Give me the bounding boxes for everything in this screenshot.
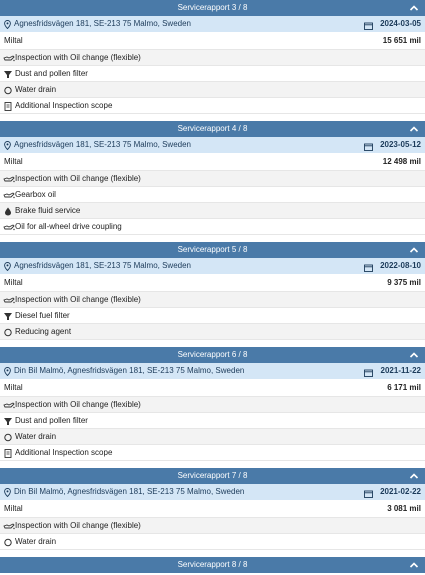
service-item-label: Inspection with Oil change (flexible) [15, 174, 141, 183]
service-item-label: Water drain [15, 537, 57, 546]
service-item-list [0, 397, 425, 461]
mileage-row [0, 274, 425, 292]
service-item-label: Brake fluid service [15, 206, 81, 215]
oil-can-icon [3, 295, 13, 304]
mileage-label: Miltal [4, 383, 23, 392]
location-bar [0, 484, 425, 500]
service-item [0, 397, 425, 413]
mileage-row [0, 153, 425, 171]
filter-icon [3, 416, 13, 425]
mileage-label: Miltal [4, 157, 23, 166]
mileage-label: Miltal [4, 36, 23, 45]
workshop-address: Agnesfridsvägen 181, SE-213 75 Malmo, Sweden [14, 261, 191, 270]
service-item [0, 429, 425, 445]
mileage-label: Miltal [4, 278, 23, 287]
mileage-value: 3 081 mil [387, 504, 421, 513]
service-item [0, 292, 425, 308]
service-item [0, 324, 425, 340]
chevron-up-icon[interactable] [409, 242, 421, 258]
service-item [0, 518, 425, 534]
mileage-value: 6 171 mil [387, 383, 421, 392]
service-report [0, 347, 425, 468]
service-date: 2021-11-22 [380, 366, 421, 375]
oil-can-icon [3, 190, 13, 199]
chevron-up-icon[interactable] [409, 0, 421, 16]
service-item-label: Inspection with Oil change (flexible) [15, 53, 141, 62]
document-icon [3, 101, 13, 110]
service-item-label: Inspection with Oil change (flexible) [15, 295, 141, 304]
service-item [0, 50, 425, 66]
filter-icon [3, 311, 13, 320]
service-item [0, 66, 425, 82]
mileage-label: Miltal [4, 504, 23, 513]
service-item-list [0, 171, 425, 235]
oil-can-icon [3, 521, 13, 530]
filter-icon [3, 69, 13, 78]
service-item-label: Gearbox oil [15, 190, 56, 199]
chevron-up-icon[interactable] [409, 347, 421, 363]
brake-fluid-icon [3, 206, 13, 215]
report-header[interactable] [0, 0, 425, 16]
workshop-address: Agnesfridsvägen 181, SE-213 75 Malmo, Sweden [14, 19, 191, 28]
mileage-row [0, 379, 425, 397]
oil-can-icon [3, 174, 13, 183]
service-item-label: Inspection with Oil change (flexible) [15, 400, 141, 409]
drop-icon [3, 85, 13, 94]
service-item-label: Inspection with Oil change (flexible) [15, 521, 141, 530]
mileage-row [0, 32, 425, 50]
service-item-label: Dust and pollen filter [15, 416, 88, 425]
drop-icon [3, 327, 13, 336]
mileage-row [0, 500, 425, 518]
spacer [0, 114, 425, 121]
service-item [0, 219, 425, 235]
service-item-label: Oil for all-wheel drive coupling [15, 222, 122, 231]
service-item [0, 413, 425, 429]
report-header[interactable] [0, 468, 425, 484]
service-report [0, 0, 425, 121]
service-date: 2023-05-12 [380, 140, 421, 149]
service-item [0, 203, 425, 219]
service-item-list [0, 292, 425, 340]
spacer [0, 340, 425, 347]
location-bar [0, 137, 425, 153]
service-date: 2022-08-10 [380, 261, 421, 270]
service-item-label: Water drain [15, 432, 57, 441]
service-item [0, 308, 425, 324]
chevron-up-icon[interactable] [409, 121, 421, 137]
drop-icon [3, 537, 13, 546]
service-item-list [0, 518, 425, 550]
report-title: Servicerapport 5 / 8 [177, 245, 248, 254]
report-header[interactable] [0, 121, 425, 137]
report-title: Servicerapport 8 / 8 [177, 560, 248, 569]
location-bar [0, 258, 425, 274]
report-header[interactable] [0, 347, 425, 363]
oil-can-icon [3, 222, 13, 231]
report-title: Servicerapport 7 / 8 [177, 471, 248, 480]
oil-can-icon [3, 53, 13, 62]
service-item [0, 171, 425, 187]
service-item [0, 445, 425, 461]
service-item-label: Water drain [15, 85, 57, 94]
service-item-label: Diesel fuel filter [15, 311, 70, 320]
service-item-list [0, 50, 425, 114]
service-date: 2021-02-22 [380, 487, 421, 496]
location-bar [0, 16, 425, 32]
service-item-label: Reducing agent [15, 327, 72, 336]
spacer [0, 461, 425, 468]
mileage-value: 15 651 mil [382, 36, 421, 45]
mileage-value: 12 498 mil [382, 157, 421, 166]
service-report [0, 468, 425, 557]
location-bar [0, 363, 425, 379]
chevron-up-icon[interactable] [409, 468, 421, 484]
service-item-label: Dust and pollen filter [15, 69, 88, 78]
workshop-address: Agnesfridsvägen 181, SE-213 75 Malmo, Sweden [14, 140, 191, 149]
service-item-label: Additional Inspection scope [15, 448, 113, 457]
service-date: 2024-03-05 [380, 19, 421, 28]
service-report [0, 557, 425, 573]
workshop-address: Din Bil Malmö, Agnesfridsvägen 181, SE-213 75 Malmo, Sweden [14, 366, 245, 375]
workshop-address: Din Bil Malmö, Agnesfridsvägen 181, SE-213 75 Malmo, Sweden [14, 487, 245, 496]
document-icon [3, 448, 13, 457]
service-item [0, 98, 425, 114]
service-report [0, 242, 425, 347]
report-title: Servicerapport 4 / 8 [177, 124, 248, 133]
report-title: Servicerapport 3 / 8 [177, 3, 248, 12]
spacer [0, 550, 425, 557]
service-item [0, 187, 425, 203]
chevron-up-icon[interactable] [409, 557, 421, 573]
spacer [0, 235, 425, 242]
report-title: Servicerapport 6 / 8 [177, 350, 248, 359]
service-item-label: Additional Inspection scope [15, 101, 113, 110]
service-report [0, 121, 425, 242]
oil-can-icon [3, 400, 13, 409]
drop-icon [3, 432, 13, 441]
report-header[interactable] [0, 242, 425, 258]
service-item [0, 82, 425, 98]
report-header[interactable] [0, 557, 425, 573]
mileage-value: 9 375 mil [387, 278, 421, 287]
service-item [0, 534, 425, 550]
